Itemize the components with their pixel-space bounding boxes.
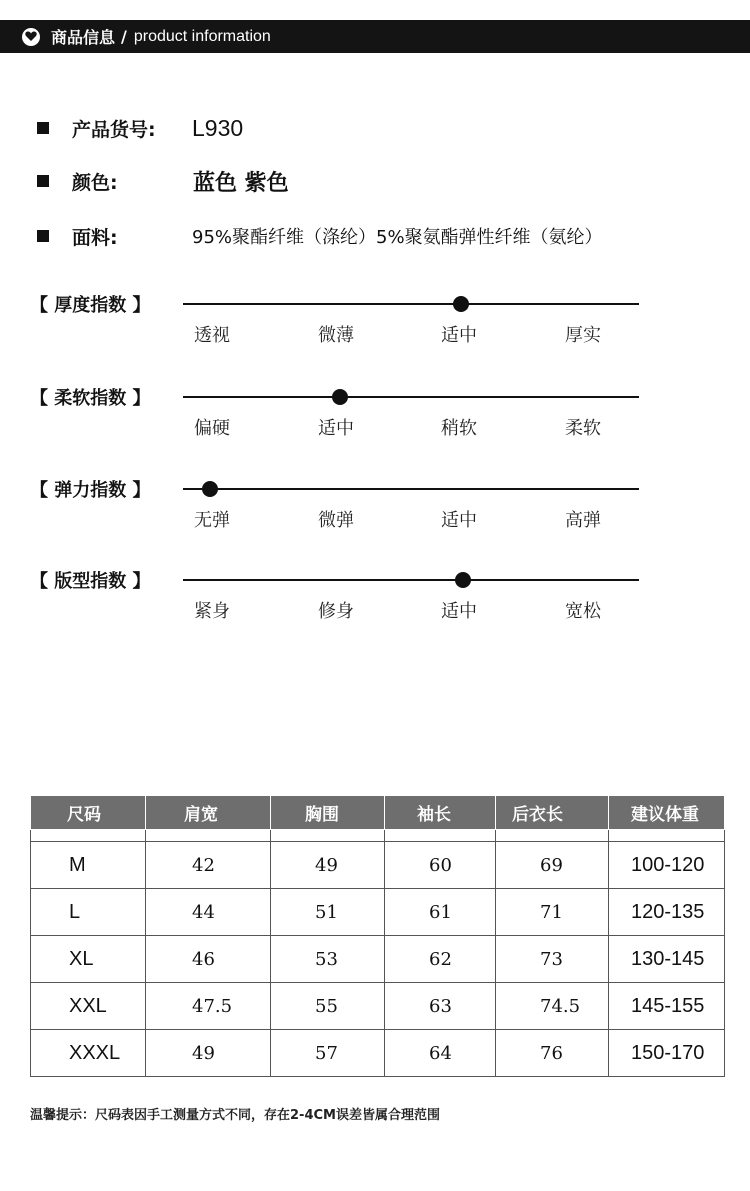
scale-title: 【 厚度指数 】 [30,295,151,316]
section-header [0,20,750,53]
column-header-sleeve: 袖长 [385,796,496,830]
section-title: 商品信息 [51,28,116,47]
column-header-chest: 胸围 [271,796,385,830]
table-cell: 74.5 [496,983,609,1030]
table-cell: 55 [271,983,385,1030]
size-table [30,795,725,1077]
scale-option: 修身 [318,601,354,622]
scale-indicator-dot [453,296,469,312]
thickness-scale [0,297,750,357]
table-cell: 46 [146,936,271,983]
scale-indicator-dot [455,572,471,588]
measurement-note: 温馨提示：尺码表因手工测量方式不同，存在2-4CM误差皆属合理范围 [30,1108,440,1123]
scale-line [183,488,639,490]
table-cell: 71 [496,889,609,936]
scale-line [183,579,639,581]
scale-line [183,396,639,398]
elasticity-scale [0,482,750,542]
info-label: 产品货号: [72,118,156,141]
scale-option: 适中 [441,510,477,531]
table-cell: 57 [271,1030,385,1077]
table-spacer-row [31,830,725,842]
table-cell: 49 [271,842,385,889]
table-cell: 51 [271,889,385,936]
section-title-separator: / [121,27,127,46]
table-cell: XL [31,936,146,983]
table-cell: 63 [385,983,496,1030]
square-bullet-icon [37,175,49,187]
table-row [31,983,725,1030]
table-cell: 61 [385,889,496,936]
scale-title: 【 柔软指数 】 [30,388,151,409]
scale-option: 宽松 [565,601,601,622]
table-cell: 62 [385,936,496,983]
column-header-weight: 建议体重 [609,796,725,830]
scale-option: 稍软 [441,418,477,439]
info-value: 95%聚酯纤维（涤纶）5%聚氨酯弹性纤维（氨纶） [192,227,603,248]
square-bullet-icon [37,122,49,134]
scale-option: 适中 [318,418,354,439]
table-cell: 44 [146,889,271,936]
table-cell: 130-145 [609,936,725,983]
scale-title: 【 弹力指数 】 [30,480,151,501]
table-cell: 64 [385,1030,496,1077]
scale-option: 厚实 [565,325,601,346]
scale-line [183,303,639,305]
info-row-fabric [37,221,603,251]
table-row [31,1030,725,1077]
info-row-item-number [37,113,244,143]
info-label: 颜色: [72,171,118,194]
column-header-size: 尺码 [31,796,146,830]
table-cell: XXXL [31,1030,146,1077]
table-header-row [31,796,725,830]
table-cell: 100-120 [609,842,725,889]
scale-option: 适中 [441,601,477,622]
table-cell: 76 [496,1030,609,1077]
fit-scale [0,573,750,633]
table-cell: 53 [271,936,385,983]
table-cell: M [31,842,146,889]
table-row [31,889,725,936]
table-row [31,936,725,983]
table-cell: 73 [496,936,609,983]
heart-icon [22,28,40,46]
info-value: 蓝色 紫色 [193,170,289,196]
table-cell: 60 [385,842,496,889]
column-header-shoulder: 肩宽 [146,796,271,830]
column-header-length: 后衣长 [496,796,609,830]
table-row [31,842,725,889]
scale-option: 偏硬 [194,418,230,439]
table-cell: 42 [146,842,271,889]
table-cell: 49 [146,1030,271,1077]
scale-indicator-dot [202,481,218,497]
scale-indicator-dot [332,389,348,405]
table-cell: L [31,889,146,936]
info-label: 面料: [72,226,118,249]
section-subtitle: product information [133,27,271,45]
scale-option: 适中 [441,325,477,346]
scale-option: 透视 [194,325,230,346]
table-cell: XXL [31,983,146,1030]
square-bullet-icon [37,230,49,242]
scale-option: 微薄 [318,325,354,346]
scale-title: 【 版型指数 】 [30,571,151,592]
softness-scale [0,390,750,450]
table-cell: 47.5 [146,983,271,1030]
table-cell: 69 [496,842,609,889]
scale-option: 紧身 [194,601,230,622]
scale-option: 微弹 [318,510,354,531]
table-cell: 150-170 [609,1030,725,1077]
table-cell: 120-135 [609,889,725,936]
scale-option: 无弹 [194,510,230,531]
info-value: L930 [192,114,244,141]
scale-option: 柔软 [565,418,601,439]
scale-option: 高弹 [565,510,601,531]
info-row-color [37,166,289,196]
table-cell: 145-155 [609,983,725,1030]
